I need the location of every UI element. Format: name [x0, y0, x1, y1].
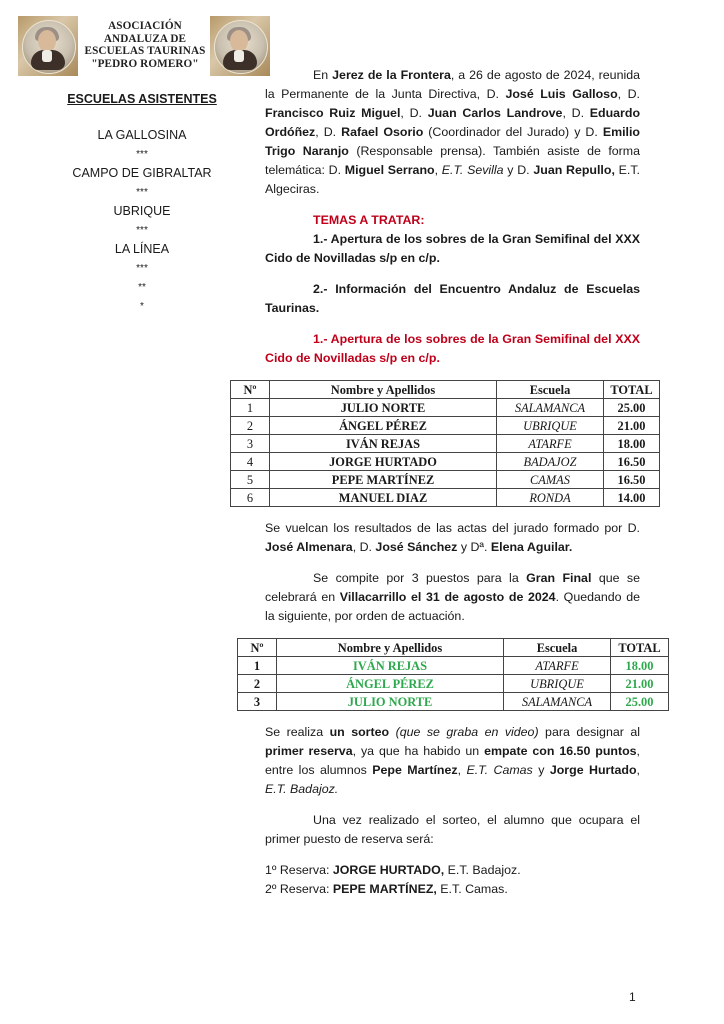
table-row	[231, 489, 660, 507]
school-name: RONDA	[497, 489, 604, 507]
school-name: CAMAS	[497, 471, 604, 489]
total-score: 21.00	[611, 675, 669, 693]
main-column	[230, 66, 670, 899]
agenda-topic-1: 1.- Apertura de los sobres de la Gran Semifinal del XXX Cido de Novilladas s/p en c/p.	[265, 232, 640, 265]
table-row	[238, 675, 669, 693]
main-body	[265, 66, 640, 368]
total-score: 18.00	[611, 657, 669, 675]
student-name: JULIO NORTE	[270, 399, 497, 417]
attending-schools-sidebar	[52, 92, 232, 316]
total-score: 14.00	[604, 489, 660, 507]
total-score: 18.00	[604, 435, 660, 453]
school-item: LA LÍNEA	[114, 242, 170, 256]
student-name: ÁNGEL PÉREZ	[277, 675, 504, 693]
logo-line: ASOCIACIÓN	[108, 20, 182, 32]
logo-text	[82, 20, 208, 70]
table-row	[231, 453, 660, 471]
total-score: 25.00	[611, 693, 669, 711]
student-name: IVÁN REJAS	[277, 657, 504, 675]
header-school: Escuela	[504, 639, 611, 657]
header-number: Nº	[231, 381, 270, 399]
school-item: UBRIQUE	[113, 204, 171, 218]
finalists-table	[237, 638, 669, 711]
school-name: UBRIQUE	[504, 675, 611, 693]
page-number: 1	[629, 990, 636, 1004]
table-row	[238, 657, 669, 675]
row-number: 5	[231, 471, 270, 489]
stars-separator: ***	[136, 263, 148, 274]
row-number: 4	[231, 453, 270, 471]
semifinal-results-table	[230, 380, 660, 507]
header-school: Escuela	[497, 381, 604, 399]
logo-line: ANDALUZA DE	[103, 32, 187, 45]
row-number: 1	[231, 399, 270, 417]
stars-separator: *	[140, 301, 144, 312]
final-paragraph: Se compite por 3 puestos para la Gran Final que se celebrará en Villacarrillo el 31 de agosto de 2024. Quedando de la siguiente, por orden de actuación.	[265, 571, 641, 623]
student-name: ÁNGEL PÉREZ	[270, 417, 497, 435]
header-total: TOTAL	[604, 381, 660, 399]
row-number: 3	[238, 693, 277, 711]
school-name: BADAJOZ	[497, 453, 604, 471]
total-score: 16.50	[604, 471, 660, 489]
table-row	[231, 435, 660, 453]
header-name: Nombre y Apellidos	[270, 381, 497, 399]
table-row	[231, 471, 660, 489]
table-row	[231, 399, 660, 417]
logo-line: "PEDRO ROMERO"	[91, 57, 199, 70]
intro-paragraph: En Jerez de la Frontera, a 26 de agosto de 2024, reunida la Permanente de la Junta Directiva, D. José Luis Galloso, D. Francisco Ruiz Miguel, D. Juan Carlos Landrove, D. Eduardo Ordóñez, D. Rafael Osorio (Coordinador del Jurado) y D. Emilio Trigo Naranjo (Responsable prensa). También asiste de forma telemática: D. Miguel Serrano, E.T. Sevilla y D. Juan Repullo, E.T. Algeciras.	[265, 68, 641, 196]
header-number: Nº	[238, 639, 277, 657]
stars-separator: ***	[136, 187, 148, 198]
row-number: 2	[231, 417, 270, 435]
school-name: ATARFE	[504, 657, 611, 675]
sidebar-title: ESCUELAS ASISTENTES	[67, 92, 217, 106]
reserve-item: 1º Reserva: JORGE HURTADO, E.T. Badajoz.	[265, 863, 521, 877]
reserve-item: 2º Reserva: PEPE MARTÍNEZ, E.T. Camas.	[265, 882, 508, 896]
draw-paragraph: Se realiza un sorteo (que se graba en video) para designar al primer reserva, ya que ha habido un empate con 16.50 puntos, entre los alumnos Pepe Martínez, E.T. Camas y Jorge Hurtado, E.T. Badajoz.	[265, 725, 640, 796]
student-name: IVÁN REJAS	[270, 435, 497, 453]
agenda-topic-2: 2.- Información del Encuentro Andaluz de Escuelas Taurinas.	[265, 282, 640, 315]
row-number: 1	[238, 657, 277, 675]
school-name: SALAMANCA	[504, 693, 611, 711]
agenda-title: TEMAS A TRATAR:	[313, 213, 425, 227]
header-name: Nombre y Apellidos	[277, 639, 504, 657]
total-score: 16.50	[604, 453, 660, 471]
table-header-row	[238, 639, 669, 657]
draw-result-paragraph: Una vez realizado el sorteo, el alumno que ocupara el primer puesto de reserva será:	[265, 813, 640, 846]
total-score: 21.00	[604, 417, 660, 435]
school-name: UBRIQUE	[497, 417, 604, 435]
student-name: JORGE HURTADO	[270, 453, 497, 471]
stars-separator: ***	[136, 149, 148, 160]
school-name: SALAMANCA	[497, 399, 604, 417]
header-total: TOTAL	[611, 639, 669, 657]
jury-paragraph: Se vuelcan los resultados de las actas del jurado formado por D. José Almenara, D. José Sánchez y Dª. Elena Aguilar.	[265, 521, 640, 554]
school-item: CAMPO DE GIBRALTAR	[72, 166, 212, 180]
student-name: MANUEL DIAZ	[270, 489, 497, 507]
row-number: 3	[231, 435, 270, 453]
stars-separator: **	[138, 282, 146, 293]
school-item: LA GALLOSINA	[97, 128, 187, 142]
section-1-heading: 1.- Apertura de los sobres de la Gran Semifinal del XXX Cido de Novilladas s/p en c/p.	[265, 332, 640, 365]
total-score: 25.00	[604, 399, 660, 417]
table-header-row	[231, 381, 660, 399]
student-name: JULIO NORTE	[277, 693, 504, 711]
table-row	[231, 417, 660, 435]
row-number: 2	[238, 675, 277, 693]
student-name: PEPE MARTÍNEZ	[270, 471, 497, 489]
reserves-list	[265, 861, 640, 899]
stars-separator: ***	[136, 225, 148, 236]
logo-line: ESCUELAS TAURINAS	[84, 45, 206, 57]
row-number: 6	[231, 489, 270, 507]
school-name: ATARFE	[497, 435, 604, 453]
portrait-medallion-left	[18, 16, 78, 76]
table-row	[238, 693, 669, 711]
